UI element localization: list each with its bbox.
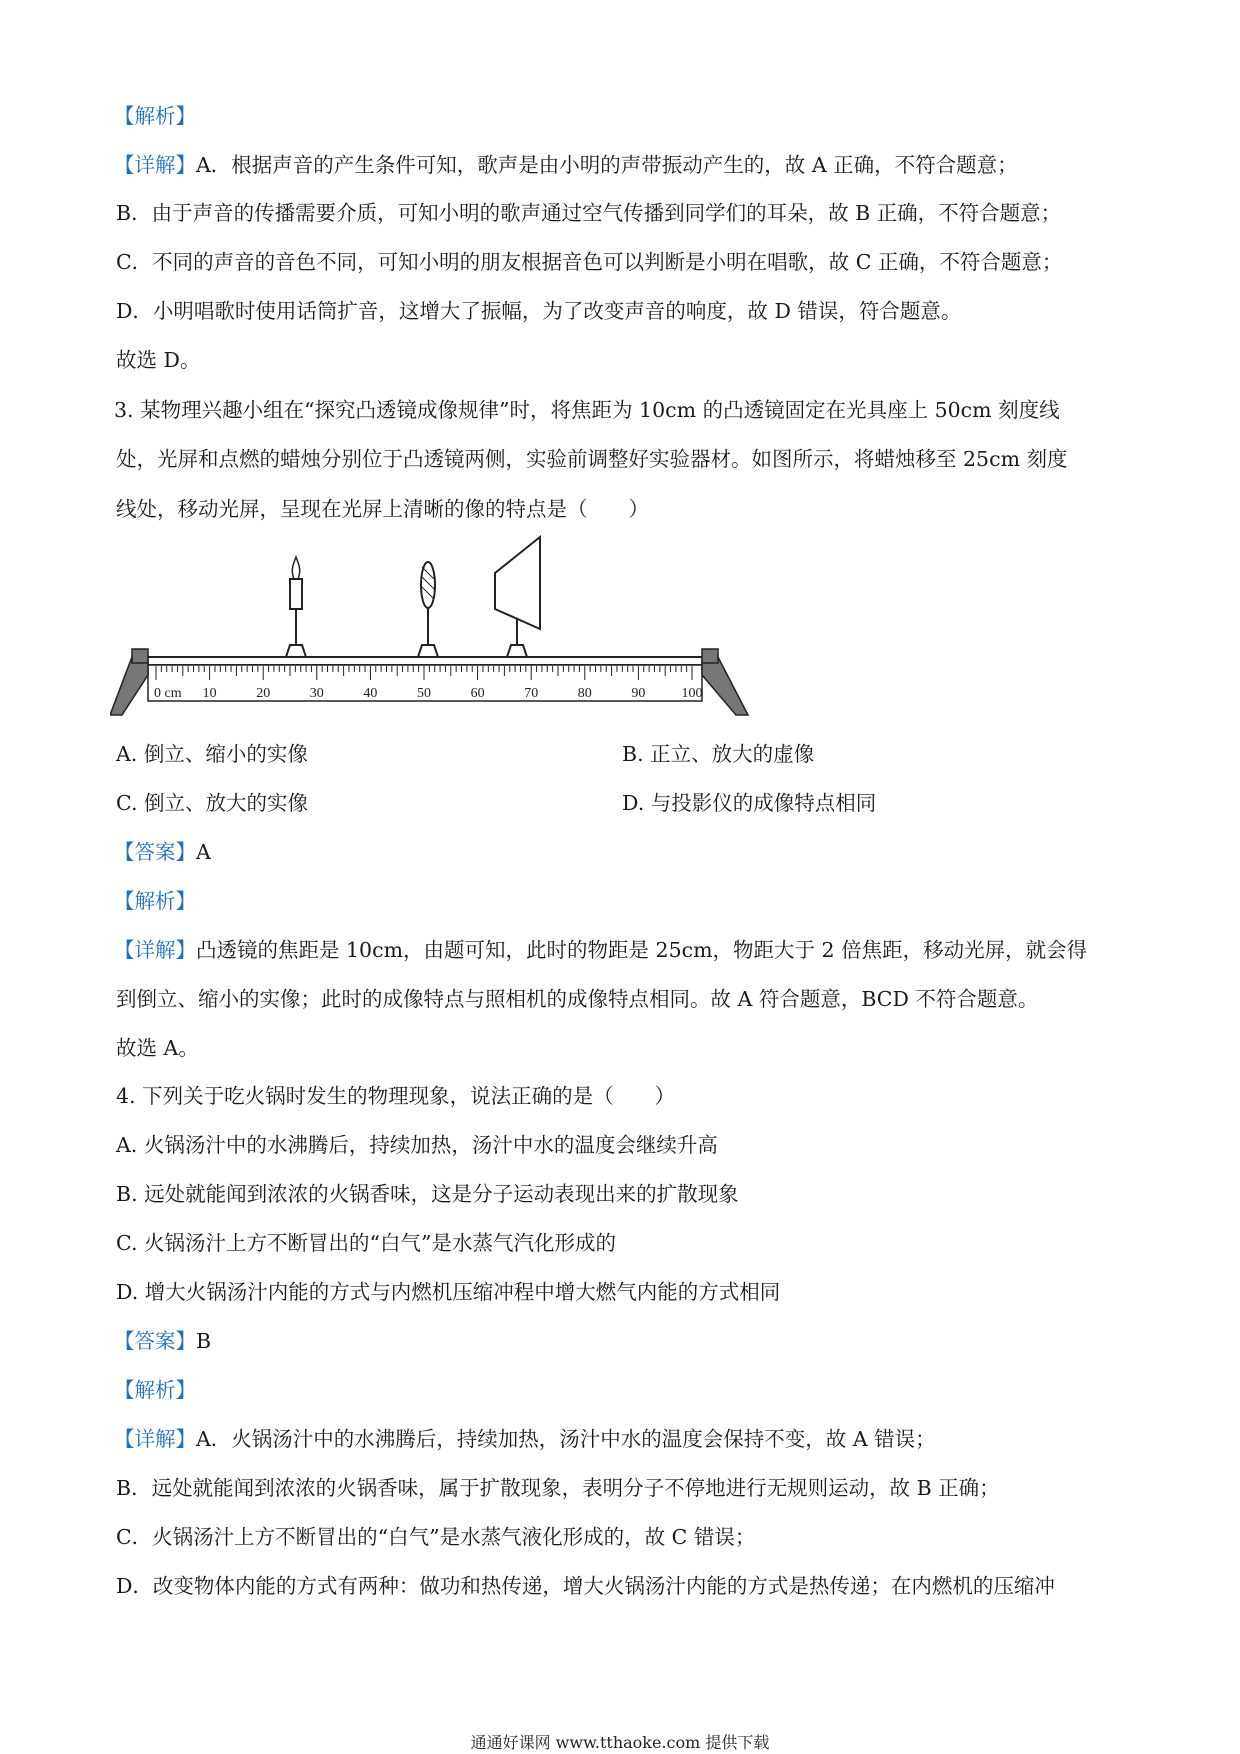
optical-bench-diagram [110,535,750,735]
detail-line [114,150,1018,180]
candle [290,579,302,609]
option-a: A. 倒立、缩小的实像 [116,742,308,766]
detail-line [114,1424,936,1454]
scale-label: 100 [681,686,703,701]
detail-line [114,935,1087,965]
detail-line: B．远处就能闻到浓浓的火锅香味，属于扩散现象，表明分子不停地进行无规则运动，故 B 正确； [116,1476,1000,1500]
answer-line [114,1326,211,1356]
answer-value: B [196,1329,212,1353]
analysis-tag: 【解析】 [114,1378,196,1402]
detail-text: A．根据声音的产生条件可知，歌声是由小明的声带振动产生的，故 A 正确，不符合题意； [196,153,1018,177]
answer-tag: 【答案】 [114,1329,196,1353]
detail-text: 凸透镜的焦距是 10cm，由题可知，此时的物距是 25cm，物距大于 2 倍焦距，移动光屏，就会得 [196,938,1088,962]
detail-tag: 【详解】 [114,1427,196,1451]
scale-label: 90 [631,686,646,701]
scale-label: 40 [363,686,378,701]
detail-line: D．小明唱歌时使用话筒扩音，这增大了振幅，为了改变声音的响度，故 D 错误，符合题意。 [116,299,962,323]
detail-tag: 【详解】 [114,938,196,962]
scale-label: 30 [309,686,324,701]
scale-label: 0 cm [154,686,182,701]
detail-text: A．火锅汤汁中的水沸腾后，持续加热，汤汁中水的温度会保持不变，故 A 错误； [196,1427,936,1451]
scale-label: 10 [202,686,217,701]
option-b: B. 远处就能闻到浓浓的火锅香味，这是分子运动表现出来的扩散现象 [116,1182,739,1206]
question-3-stem: 处，光屏和点燃的蜡烛分别位于凸透镜两侧，实验前调整好实验器材。如图所示，将蜡烛移至 25cm 刻度 [116,447,1068,471]
detail-line: C．火锅汤汁上方不断冒出的“白气”是水蒸气液化形成的，故 C 错误； [116,1525,756,1549]
scale-label: 80 [577,686,592,701]
scale-label: 60 [470,686,485,701]
conclusion: 故选 A。 [116,1036,199,1060]
option-b: B. 正立、放大的虚像 [622,742,815,766]
option-c: C. 倒立、放大的实像 [116,791,308,815]
left-stand [110,657,148,715]
footer: 通通好课网 www.tthaoke.com 提供下载 [470,1733,770,1752]
light-screen [495,537,540,629]
option-c: C. 火锅汤汁上方不断冒出的“白气”是水蒸气汽化形成的 [116,1231,616,1255]
detail-line: C．不同的声音的音色不同，可知小明的朋友根据音色可以判断是小明在唱歌，故 C 正确，不符合题意； [116,250,1063,274]
answer-value: A [196,840,211,864]
detail-line: B．由于声音的传播需要介质，可知小明的歌声通过空气传播到同学们的耳朵，故 B 正确，不符合题意； [116,201,1062,225]
detail-line: 到倒立、缩小的实像；此时的成像特点与照相机的成像特点相同。故 A 符合题意，BCD 不符合题意。 [116,987,1039,1011]
answer-tag: 【答案】 [114,840,196,864]
question-3-stem: 线处，移动光屏，呈现在光屏上清晰的像的特点是（ ） [116,497,649,521]
option-a: A. 火锅汤汁中的水沸腾后，持续加热，汤汁中水的温度会继续升高 [116,1133,718,1157]
question-4-stem: 4. 下列关于吃火锅时发生的物理现象，说法正确的是（ ） [116,1084,676,1108]
conclusion: 故选 D。 [116,348,201,372]
question-3-stem: 3. 某物理兴趣小组在“探究凸透镜成像规律”时，将焦距为 10cm 的凸透镜固定在光具座上 50cm 刻度线 [114,398,1060,422]
convex-lens [421,562,435,608]
analysis-tag: 【解析】 [114,104,196,128]
candle-flame [292,557,299,579]
answer-line [114,837,211,867]
analysis-tag: 【解析】 [114,889,196,913]
detail-line: D．改变物体内能的方式有两种：做功和热传递，增大火锅汤汁内能的方式是热传递；在内燃机的压缩冲 [116,1574,1055,1598]
option-d: D. 与投影仪的成像特点相同 [622,791,877,815]
right-stand [702,657,748,715]
scale-label: 20 [256,686,271,701]
option-d: D. 增大火锅汤汁内能的方式与内燃机压缩冲程中增大燃气内能的方式相同 [116,1280,781,1304]
detail-tag: 【详解】 [114,153,196,177]
scale-label: 70 [524,686,539,701]
bench-rail [140,657,710,665]
scale-label: 50 [417,686,431,701]
